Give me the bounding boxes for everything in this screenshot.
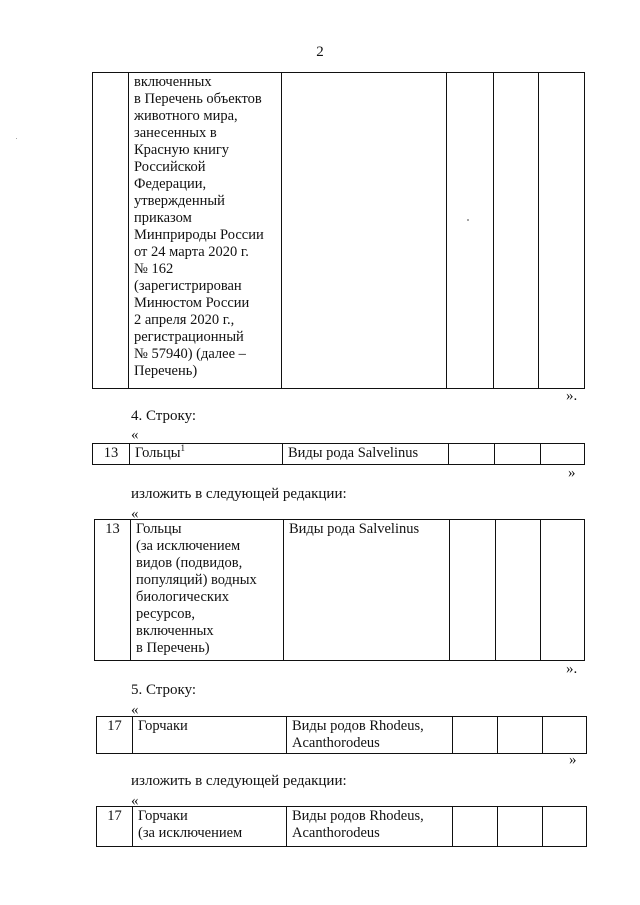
empty-cell: [498, 807, 543, 847]
opening-quote: «: [131, 506, 139, 522]
empty-cell: [498, 717, 543, 754]
empty-cell: [495, 444, 541, 465]
row-species-cell: Виды родов Rhodeus, Acanthorodeus: [287, 717, 453, 754]
row-number-cell: 13: [95, 520, 131, 661]
item-5-heading: 5. Строку:: [131, 682, 197, 698]
empty-cell: [543, 717, 587, 754]
row-species-cell: Виды родов Rhodeus, Acanthorodeus: [287, 807, 453, 847]
row-name-cell: Гольцы (за исключением видов (подвидов, популяций) водных биологических ресурсов, включенных в Перечень): [131, 520, 284, 661]
empty-cell: [450, 520, 496, 661]
empty-cell: [494, 73, 539, 389]
item-4-old-row-table: [92, 443, 585, 465]
row-number-cell: 17: [97, 717, 133, 754]
row-name-cell: Горчаки (за исключением: [133, 807, 287, 847]
closing-quote: »: [568, 465, 576, 481]
empty-cell: [447, 73, 494, 389]
number-cell: [93, 73, 129, 389]
page-number: 2: [316, 44, 324, 60]
closing-quote: ».: [566, 661, 578, 677]
item-5-old-row-table: [96, 716, 587, 754]
empty-cell: [539, 73, 585, 389]
row-number-cell: 13: [93, 444, 130, 465]
empty-cell: [496, 520, 541, 661]
empty-cell: [449, 444, 495, 465]
row-name: Гольцы: [135, 445, 181, 461]
row-species-cell: Виды рода Salvelinus: [283, 444, 449, 465]
opening-quote: «: [131, 702, 139, 718]
empty-cell: [543, 807, 587, 847]
row-number-cell: 17: [97, 807, 133, 847]
footnote-mark: 1: [180, 443, 186, 454]
opening-quote: «: [131, 793, 139, 809]
item-4-new-row-table: [94, 519, 585, 661]
closing-quote: ».: [566, 388, 578, 404]
item-5-new-row-table: [96, 806, 587, 847]
empty-cell: [453, 717, 498, 754]
row-name-cell: [130, 444, 283, 465]
species-cell: [282, 73, 447, 389]
empty-cell: [541, 520, 585, 661]
empty-cell: [541, 444, 585, 465]
scan-speck: [467, 219, 469, 221]
instruction-text: изложить в следующей редакции:: [131, 773, 347, 789]
instruction-text: изложить в следующей редакции:: [131, 486, 347, 502]
scan-speck: [16, 138, 17, 139]
item-4-heading: 4. Строку:: [131, 408, 197, 424]
row-name-cell: Горчаки: [133, 717, 287, 754]
continued-table: [92, 72, 585, 389]
row-species-cell: Виды рода Salvelinus: [284, 520, 450, 661]
object-name-cell: включенных в Перечень объектов животного мира, занесенных в Красную книгу Российской Федерации, утвержденный приказом Минприроды России от 24 марта 2020 г. № 162 (зарегистрирован Минюстом России 2 апреля 2020 г., регистрационный № 57940) (далее – Перечень): [129, 73, 282, 389]
closing-quote: »: [569, 752, 577, 768]
empty-cell: [453, 807, 498, 847]
opening-quote: «: [131, 427, 139, 443]
